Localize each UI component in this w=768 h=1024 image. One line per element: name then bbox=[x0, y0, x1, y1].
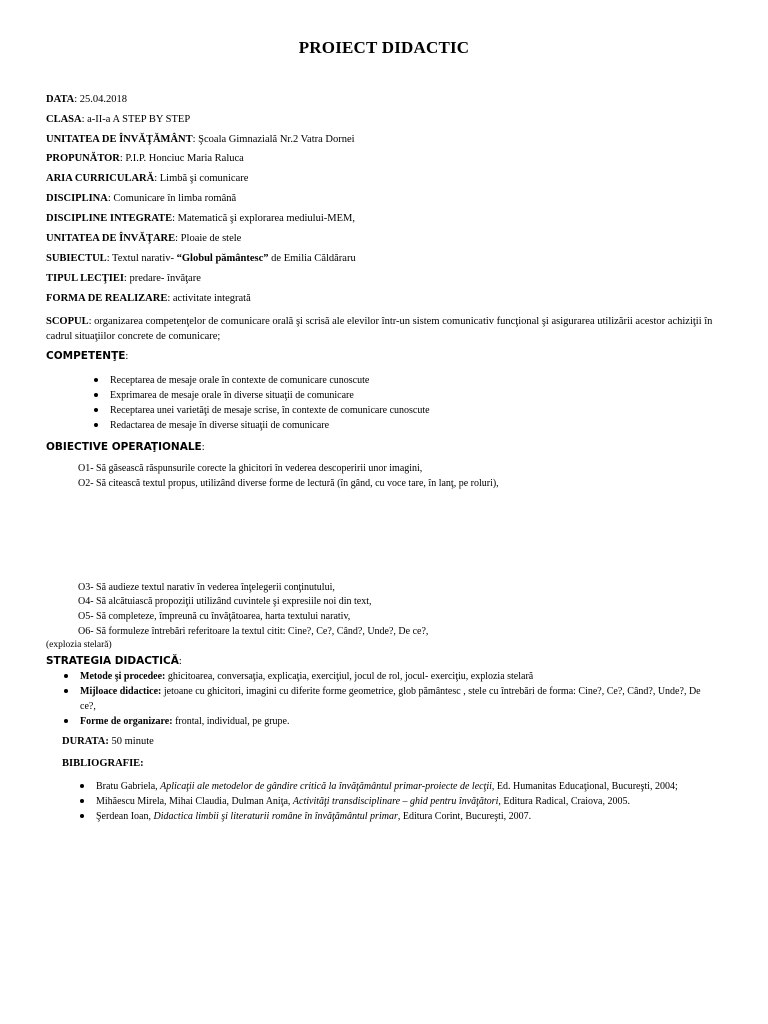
competente-heading: COMPETENŢE: bbox=[46, 350, 129, 362]
bibliografie-heading: BIBLIOGRAFIE: bbox=[62, 758, 144, 769]
list-item: Mihăescu Mirela, Mihai Claudia, Dulman Aniţa, Activităţi transdisciplinare – ghid pentru învăţători, Editura Radical, Craiova, 2005. bbox=[78, 794, 718, 809]
list-item: Metode şi procedee: ghicitoarea, conversaţia, explicaţia, exerciţiul, jocul de rol, jocul- exerciţiu, explozia stelară bbox=[62, 669, 712, 684]
objective-o5: O5- Să completeze, împreună cu învăţătoarea, harta textului narativ, bbox=[78, 611, 351, 622]
list-item: Exprimarea de mesaje orale în diverse situaţii de comunicare bbox=[92, 388, 430, 403]
list-item: Receptarea de mesaje orale în contexte de comunicare cunoscute bbox=[92, 373, 430, 388]
list-item: Bratu Gabriela, Aplicaţii ale metodelor de gândire critică la învăţământul primar-proiecte de lecţii, Ed. Humanitas Educaţional, Bucureşti, 2004; bbox=[78, 779, 718, 794]
field-aria-curriculara: ARIA CURRICULARĂ: Limbă şi comunicare bbox=[46, 173, 249, 184]
field-propunator: PROPUNĂTOR: P.I.P. Honciuc Maria Raluca bbox=[46, 153, 244, 164]
competente-list bbox=[92, 373, 430, 433]
objective-o2: O2- Să citească textul propus, utilizând diverse forme de lectură (în gând, cu voce tare, în lanţ, pe roluri), bbox=[78, 478, 499, 489]
field-discipline-integrate: DISCIPLINE INTEGRATE: Matematică şi explorarea mediului-MEM, bbox=[46, 213, 355, 224]
list-item: Forme de organizare: frontal, individual, pe grupe. bbox=[62, 714, 712, 729]
field-data: DATA: 25.04.2018 bbox=[46, 94, 127, 105]
field-subiectul: SUBIECTUL: Textul narativ- “Globul pământesc” de Emilia Căldăraru bbox=[46, 253, 356, 264]
field-clasa: CLASA: a-II-a A STEP BY STEP bbox=[46, 114, 191, 125]
field-tipul-lectiei: TIPUL LECŢIEI: predare- învăţare bbox=[46, 273, 201, 284]
strategia-list bbox=[62, 669, 712, 729]
field-disciplina: DISCIPLINA: Comunicare în limba română bbox=[46, 193, 237, 204]
objective-o3: O3- Să audieze textul narativ în vederea înţelegerii conţinutului, bbox=[78, 582, 335, 593]
list-item: Mijloace didactice: jetoane cu ghicitori, imagini cu diferite forme geometrice, glob pământesc , stele cu întrebări de forma: Cine?, Ce?, Când?, Unde?, De ce?, bbox=[62, 684, 712, 714]
objective-note: (explozia stelară) bbox=[46, 640, 112, 650]
objective-o1: O1- Să găsească răspunsurile corecte la ghicitori în vederea descoperirii unor imagini, bbox=[78, 463, 423, 474]
list-item: Şerdean Ioan, Didactica limbii şi literaturii române în învăţământul primar, Editura Corint, Bucureşti, 2007. bbox=[78, 809, 718, 824]
bibliografie-list bbox=[78, 779, 718, 824]
field-unitatea-de-invatamant: UNITATEA DE ÎNVĂŢĂMÂNT: Şcoala Gimnazială Nr.2 Vatra Dornei bbox=[46, 134, 355, 145]
field-durata: DURATA: 50 minute bbox=[62, 736, 154, 747]
list-item: Receptarea unei varietăţi de mesaje scrise, în contexte de comunicare cunoscute bbox=[92, 403, 430, 418]
strategia-heading: STRATEGIA DIDACTICĂ: bbox=[46, 655, 182, 667]
field-unitatea-de-invatare: UNITATEA DE ÎNVĂŢARE: Ploaie de stele bbox=[46, 233, 242, 244]
field-scopul: SCOPUL: organizarea competenţelor de comunicare orală şi scrisă ale elevilor într-un sistem comunicativ funcţional şi asigurarea utilizării acestor achiziţii în cadrul situaţiilor concrete de comunicare; bbox=[46, 316, 713, 342]
page-title: PROIECT DIDACTIC bbox=[298, 38, 470, 57]
field-forma-de-realizare: FORMA DE REALIZARE: activitate integrată bbox=[46, 293, 251, 304]
objective-o6: O6- Să formuleze întrebări referitoare la textul citit: Cine?, Ce?, Când?, Unde?, De ce?, bbox=[78, 626, 429, 637]
obiective-heading: OBIECTIVE OPERAŢIONALE: bbox=[46, 441, 205, 453]
list-item: Redactarea de mesaje în diverse situaţii de comunicare bbox=[92, 418, 430, 433]
objective-o4: O4- Să alcătuiască propoziţii utilizând cuvintele şi expresiile noi din text, bbox=[78, 596, 372, 607]
